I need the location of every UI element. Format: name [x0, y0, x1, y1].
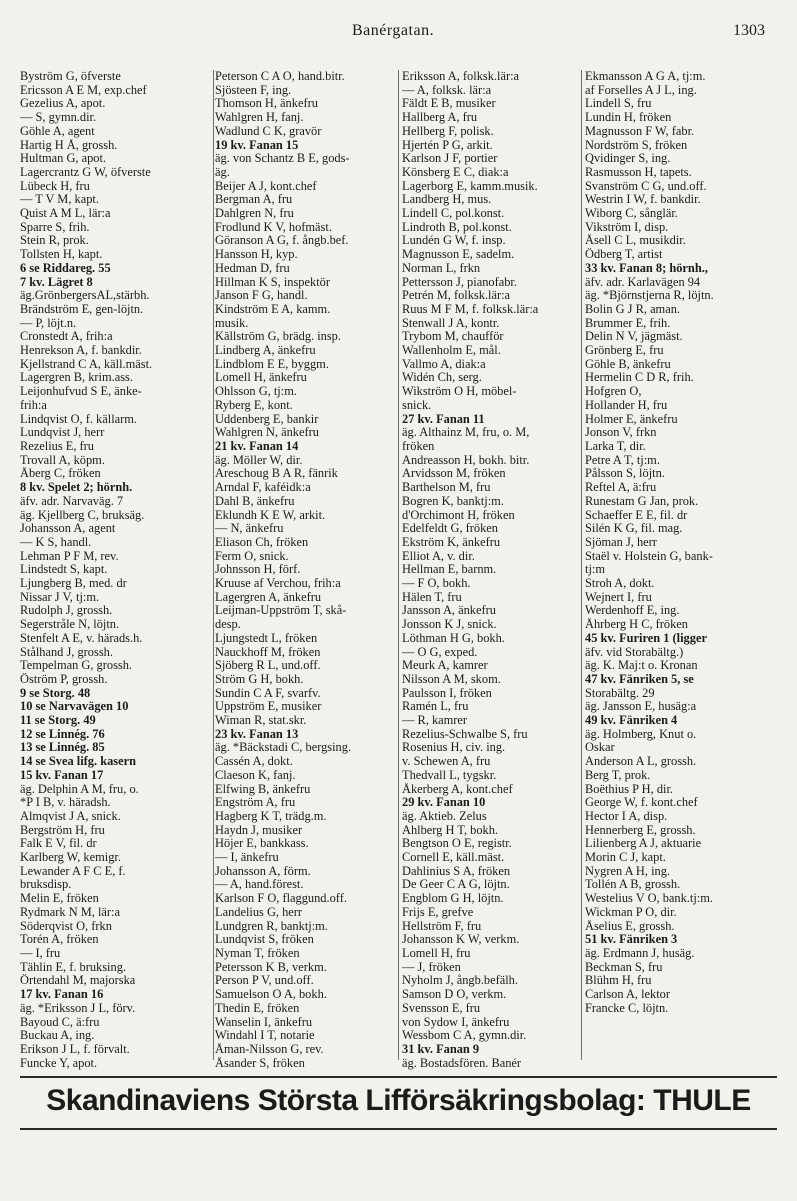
directory-entry: Lindell C, pol.konst. — [402, 207, 505, 221]
directory-entry: Bergman A, fru — [215, 193, 293, 207]
directory-entry: Dahl B, änkefru — [215, 494, 295, 508]
directory-entry: Åsander S, fröken — [215, 1056, 305, 1070]
directory-entry: Rydmark N M, lär:a — [20, 905, 120, 919]
directory-entry: Claeson K, fanj. — [215, 768, 296, 782]
directory-entry: Windahl I T, notarie — [215, 1029, 315, 1043]
directory-entry: Löthman H G, bokh. — [402, 631, 505, 645]
directory-entry: Bengtson O E, registr. — [402, 837, 512, 851]
directory-entry: äg. *Björnstjerna R, löjtn. — [585, 289, 714, 303]
directory-entry: Haydn J, musiker — [215, 823, 303, 837]
directory-entry: Quist A M L, lär:a — [20, 207, 111, 221]
directory-entry: Eliason Ch, fröken — [215, 535, 309, 549]
directory-entry: Höjer E, bankkass. — [215, 837, 309, 851]
directory-entry: Lehman P F M, rev. — [20, 549, 119, 563]
section-heading: 13 se Linnég. 85 — [20, 741, 105, 755]
directory-entry: Beckman S, fru — [585, 960, 663, 974]
directory-entry: Ryberg E, kont. — [215, 398, 293, 412]
directory-entry: musik. — [215, 316, 249, 330]
directory-entry: — F O, bokh. — [402, 577, 471, 591]
directory-entry: Kindström E A, kamm. — [215, 302, 331, 316]
section-heading: 10 se Narvavägen 10 — [20, 700, 129, 714]
directory-entry: Paulsson I, fröken — [402, 686, 492, 700]
directory-entry: Landelius G, herr — [215, 905, 303, 919]
directory-entry: Stein R, prok. — [20, 234, 89, 248]
section-heading: 29 kv. Fanan 10 — [402, 796, 486, 810]
directory-entry: Henrekson A, f. bankdir. — [20, 344, 142, 358]
directory-entry: — J, fröken — [402, 960, 461, 974]
directory-entry: Frijs E, grefve — [402, 905, 474, 919]
directory-entry: Rezelius-Schwalbe S, fru — [402, 727, 528, 741]
directory-entry: Nyman T, fröken — [215, 947, 300, 960]
directory-entry: Lundgren R, banktj:m. — [215, 919, 328, 933]
directory-entry: Bergström H, fru — [20, 823, 105, 837]
directory-entry: Torén A, fröken — [20, 933, 99, 947]
directory-entry: Thedvall L, tygskr. — [402, 768, 497, 782]
section-heading: 14 se Svea lifg. kasern — [20, 755, 136, 769]
directory-entry: Svanström C G, und.off. — [585, 179, 707, 193]
directory-entry: Ekmansson A G A, tj:m. — [585, 70, 706, 83]
directory-entry: Westrin I W, f. bankdir. — [585, 193, 701, 207]
directory-entry: Ödberg T, artist — [585, 248, 663, 262]
directory-entry: Thedin E, fröken — [215, 1001, 300, 1015]
directory-entry: Delin N V, jägmäst. — [585, 330, 683, 344]
directory-entry: Lundin H, fröken — [585, 111, 672, 125]
directory-entry: Bogren K, banktj:m. — [402, 494, 504, 508]
directory-entry: Thomson H, änkefru — [215, 97, 318, 111]
directory-entry: Hedman D, fru — [215, 261, 290, 275]
directory-entry: Runestam G Jan, prok. — [585, 494, 699, 508]
directory-entry: Ruus M F M, f. folksk.lär:a — [402, 302, 539, 316]
directory-entry: Brummer E, frih. — [585, 316, 671, 330]
directory-entry: *P I B, v. häradsh. — [20, 796, 111, 810]
directory-entry: frih:a — [20, 398, 47, 412]
directory-entry: Pålsson S, löjtn. — [585, 467, 665, 481]
directory-entry: Nordström S, fröken — [585, 138, 688, 152]
directory-entry: Norman L, frkn — [402, 261, 481, 275]
section-heading: 51 kv. Fänriken 3 — [585, 933, 678, 947]
section-heading: 49 kv. Fänriken 4 — [585, 714, 678, 728]
page-header — [0, 18, 797, 48]
directory-entry: Stenwall J A, kontr. — [402, 316, 500, 330]
directory-entry: Hagberg K T, trädg.m. — [215, 809, 327, 823]
directory-entry: Hallberg A, fru — [402, 111, 478, 125]
directory-entry: Wahlgren N, änkefru — [215, 426, 319, 440]
directory-entry: äg. Althainz M, fru, o. M, — [402, 426, 530, 440]
directory-entry: Petrén M, folksk.lär:a — [402, 289, 511, 303]
directory-entry: Söderqvist O, frkn — [20, 919, 112, 933]
directory-entry: Meurk A, kamrer — [402, 659, 488, 673]
directory-entry: George W, f. kont.chef — [585, 796, 698, 810]
directory-entry: Almqvist J A, snick. — [20, 809, 121, 823]
directory-entry: Samson D O, verkm. — [402, 988, 507, 1002]
directory-entry: desp. — [215, 618, 241, 632]
directory-entry: Wahlgren H, fanj. — [215, 111, 304, 125]
directory-entry: Magnusson F W, fabr. — [585, 124, 695, 138]
directory-entry: Vallmo A, diak:a — [402, 357, 486, 371]
directory-entry: Dahlgren N, fru — [215, 207, 294, 221]
directory-entry: Person P V, und.off. — [215, 974, 314, 988]
directory-entry: Lomell H, fru — [402, 947, 471, 960]
directory-entry: äfv. adr. Narvaväg. 7 — [20, 494, 124, 508]
directory-entry: Öström P, grossh. — [20, 672, 108, 686]
directory-entry: Leijman-Uppström T, skå- — [215, 604, 347, 618]
directory-entry: Hellberg F, polisk. — [402, 124, 494, 138]
directory-entry: Areschoug B A R, fänrik — [215, 467, 338, 481]
directory-entry: Petersson K B, verkm. — [215, 960, 327, 974]
section-heading: 45 kv. Furiren 1 (ligger — [585, 631, 707, 645]
section-heading: 33 kv. Fanan 8; hörnh., — [585, 261, 708, 275]
directory-entry: Göhle B, änkefru — [585, 357, 671, 371]
directory-entry: Lindberg A, änkefru — [215, 344, 316, 358]
directory-entry: Dahlinius S A, fröken — [402, 864, 511, 878]
directory-entry: Lübeck H, fru — [20, 179, 90, 193]
directory-entry: af Forselles A J L, ing. — [585, 83, 697, 97]
directory-entry: Könsberg E C, diak:a — [402, 165, 509, 179]
directory-entry: äg.GrönbergersAL,stärbh. — [20, 289, 150, 303]
directory-entry: Hartig H Å, grossh. — [20, 138, 118, 152]
directory-entry: Grönberg E, fru — [585, 344, 664, 358]
column-2 — [215, 70, 405, 1070]
directory-entry: Wikström O H, möbel- — [402, 385, 517, 399]
directory-entry: — P, löjt.n. — [20, 316, 77, 330]
directory-entry: äg. Holmberg, Knut o. — [585, 727, 697, 741]
directory-entry: Wickman P O, dir. — [585, 905, 677, 919]
directory-entry: Karlberg W, kemigr. — [20, 851, 121, 865]
directory-entry: Uddenberg E, bankir — [215, 412, 319, 426]
directory-entry: Hjertén P G, arkit. — [402, 138, 493, 152]
directory-entry: Johansson K W, verkm. — [402, 933, 520, 947]
page-number: 1303 — [733, 22, 765, 39]
directory-entry: Janson F G, handl. — [215, 289, 308, 303]
directory-entry: Elliot A, v. dir. — [402, 549, 475, 563]
directory-entry: Lewander A F C E, f. — [20, 864, 126, 878]
directory-entry: — I, fru — [20, 947, 61, 960]
directory-entry: äg. Aktieb. Zelus — [402, 809, 487, 823]
directory-entry: Holmer E, änkefru — [585, 412, 678, 426]
directory-entry: Beijer A J, kont.chef — [215, 179, 317, 193]
directory-entry: äg. *Bäckstadi C, bergsing. — [215, 741, 352, 755]
directory-entry: äg. *Eriksson J L, förv. — [20, 1001, 136, 1015]
directory-entry: Cassén A, dokt. — [215, 755, 293, 769]
directory-entry: Byström G, öfverste — [20, 70, 121, 83]
directory-columns — [20, 70, 780, 1070]
directory-entry: Källström G, brädg. insp. — [215, 330, 341, 344]
directory-entry: Kjellstrand C A, käll.mäst. — [20, 357, 153, 371]
directory-entry: Eklundh K E W, arkit. — [215, 508, 326, 522]
directory-entry: Boëthius P H, dir. — [585, 782, 674, 796]
directory-entry: Wanselin I, änkefru — [215, 1015, 313, 1029]
directory-entry: Reftel A, ä:fru — [585, 481, 657, 495]
directory-entry: Samuelson O A, bokh. — [215, 988, 327, 1002]
directory-entry: Buckau A, ing. — [20, 1029, 95, 1043]
directory-entry: — I, änkefru — [215, 851, 279, 865]
directory-entry: Engström A, fru — [215, 796, 296, 810]
section-heading: 15 kv. Fanan 17 — [20, 768, 104, 782]
directory-entry: Jansson A, änkefru — [402, 604, 496, 618]
directory-entry: Wadlund C K, gravör — [215, 124, 322, 138]
section-heading: 27 kv. Fanan 11 — [402, 412, 485, 426]
directory-entry: Hansson H, kyp. — [215, 248, 298, 262]
directory-entry: Westelius V O, bank.tj:m. — [585, 892, 713, 906]
directory-entry: Landberg H, mus. — [402, 193, 492, 207]
directory-entry: Johansson A, förm. — [215, 864, 311, 878]
directory-entry: Tählin E, f. bruksing. — [20, 960, 126, 974]
directory-entry: Ekström K, änkefru — [402, 535, 501, 549]
directory-entry: Storabältg. 29 — [585, 686, 655, 700]
directory-entry: Åberg C, fröken — [20, 467, 101, 481]
directory-entry: Rezelius E, fru — [20, 439, 94, 453]
directory-entry: Lagercrantz G W, öfverste — [20, 165, 151, 179]
directory-entry: Frodlund K V, hofmäst. — [215, 220, 332, 234]
directory-entry: — A, hand.förest. — [215, 878, 304, 892]
directory-entry: Uppström E, musiker — [215, 700, 322, 714]
directory-entry: bruksdisp. — [20, 878, 72, 892]
directory-entry: Fäldt E B, musiker — [402, 97, 496, 111]
directory-entry: Lindell S, fru — [585, 97, 652, 111]
directory-entry: Sundin C A F, svarfv. — [215, 686, 321, 700]
directory-entry: Stenfelt A E, v. härads.h. — [20, 631, 143, 645]
directory-entry: Tempelman G, grossh. — [20, 659, 133, 673]
directory-entry: Göranson A G, f. ångb.bef. — [215, 234, 349, 248]
directory-entry: Hellman E, barnm. — [402, 563, 497, 577]
directory-entry: Ljungstedt L, fröken — [215, 631, 318, 645]
directory-entry: Lilienberg A J, aktuarie — [585, 837, 702, 851]
directory-entry: — R, kamrer — [402, 714, 468, 728]
directory-entry: Sjösteen F, ing. — [215, 83, 292, 97]
directory-entry: Arvidsson M, fröken — [402, 467, 506, 481]
directory-entry: Nauckhoff M, fröken — [215, 645, 321, 659]
directory-entry: — S, gymn.dir. — [20, 111, 97, 125]
directory-entry: Elfwing B, änkefru — [215, 782, 311, 796]
directory-entry: Åkerberg A, kont.chef — [402, 782, 513, 796]
directory-entry: Lundqvist J, herr — [20, 426, 105, 440]
directory-entry: Oskar — [585, 741, 615, 755]
directory-entry: Petre A T, tj:m. — [585, 453, 660, 467]
directory-entry: De Geer C A G, löjtn. — [402, 878, 510, 892]
directory-entry: Gezelius A, apot. — [20, 97, 106, 111]
section-heading: 8 kv. Spelet 2; hörnh. — [20, 481, 133, 495]
directory-entry: Wessbom C A, gymn.dir. — [402, 1029, 527, 1043]
directory-entry: Lagerborg E, kamm.musik. — [402, 179, 538, 193]
directory-entry: äg. Kjellberg C, bruksäg. — [20, 508, 145, 522]
section-heading: 11 se Storg. 49 — [20, 714, 96, 728]
directory-entry: v. Schewen A, fru — [402, 755, 491, 769]
directory-entry: — K S, handl. — [20, 535, 92, 549]
directory-entry: äfv. adr. Karlavägen 94 — [585, 275, 701, 289]
directory-entry: Tollsten H, kapt. — [20, 248, 103, 262]
directory-entry: Segerstråle N, löjtn. — [20, 618, 120, 632]
directory-entry: Nissar J V, tj:m. — [20, 590, 100, 604]
directory-entry: Ström G H, bokh. — [215, 672, 304, 686]
directory-entry: Ahlberg H T, bokh. — [402, 823, 499, 837]
directory-entry: Stålhand J, grossh. — [20, 645, 113, 659]
directory-entry: Lindblom E E, byggm. — [215, 357, 329, 371]
directory-entry: d'Orchimont H, fröken — [402, 508, 515, 522]
directory-entry: Wiborg C, sånglär. — [585, 207, 678, 221]
directory-entry: Hermelin C D R, frih. — [585, 371, 694, 385]
directory-entry: Qvidinger S, ing. — [585, 152, 671, 166]
directory-entry: Lindstedt S, kapt. — [20, 563, 108, 577]
directory-entry: — O G, exped. — [402, 645, 478, 659]
directory-entry: Staël v. Holstein G, bank- — [585, 549, 713, 563]
directory-entry: Lagergren B, krim.ass. — [20, 371, 133, 385]
directory-entry: Rosenius H, civ. ing. — [402, 741, 506, 755]
directory-entry: Hofgren O, — [585, 385, 642, 399]
directory-entry: Vikström I, disp. — [585, 220, 669, 234]
directory-entry: Anderson A L, grossh. — [585, 755, 697, 769]
directory-entry: Schaeffer E E, fil. dr — [585, 508, 688, 522]
directory-entry: Örtendahl M, majorska — [20, 974, 136, 988]
street-heading: Banérgatan. — [352, 22, 435, 39]
footer-rule-bottom — [20, 1128, 777, 1130]
section-heading: 19 kv. Fanan 15 — [215, 138, 299, 152]
directory-entry: snick. — [402, 398, 432, 412]
section-heading: 6 se Riddareg. 55 — [20, 261, 111, 275]
directory-entry: Åman-Nilsson G, rev. — [215, 1042, 324, 1056]
section-heading: 47 kv. Fänriken 5, se — [585, 672, 694, 686]
directory-entry: Melin E, fröken — [20, 892, 99, 906]
section-heading: 21 kv. Fanan 14 — [215, 439, 299, 453]
directory-entry: Svensson E, fru — [402, 1001, 481, 1015]
directory-entry: Peterson C A O, hand.bitr. — [215, 70, 345, 83]
section-heading: 9 se Storg. 48 — [20, 686, 91, 700]
directory-entry: Bolin G J R, aman. — [585, 302, 680, 316]
directory-entry: Lindroth B, pol.konst. — [402, 220, 512, 234]
directory-entry: Hillman K S, inspektör — [215, 275, 330, 289]
directory-entry: Nygren A H, ing. — [585, 864, 671, 878]
directory-entry: Jonson V, frkn — [585, 426, 657, 440]
directory-entry: Jonsson K J, snick. — [402, 618, 497, 632]
directory-entry: äg. Jansson E, husäg:a — [585, 700, 697, 714]
directory-entry: Hector I A, disp. — [585, 809, 668, 823]
section-heading: 31 kv. Fanan 9 — [402, 1042, 480, 1056]
directory-entry: Lindqvist O, f. källarm. — [20, 412, 138, 426]
directory-entry: Pettersson J, pianofabr. — [402, 275, 517, 289]
directory-entry: tj:m — [585, 563, 605, 577]
directory-entry: äg. von Schantz B E, gods- — [215, 152, 350, 166]
directory-entry: Magnusson E, sadelm. — [402, 248, 515, 262]
directory-entry: Silén K G, fil. mag. — [585, 522, 683, 536]
directory-entry: Cornell E, käll.mäst. — [402, 851, 505, 865]
directory-entry: Wejnert I, fru — [585, 590, 652, 604]
directory-entry: äfv. vid Storabältg.) — [585, 645, 684, 659]
column-1 — [20, 70, 210, 1070]
directory-entry: äg. — [215, 165, 230, 179]
directory-entry: Brändström E, gen-löjtn. — [20, 302, 144, 316]
directory-entry: Ericsson A E M, exp.chef — [20, 83, 147, 97]
directory-entry: Ferm O, snick. — [215, 549, 289, 563]
directory-entry: Blühm H, fru — [585, 974, 652, 988]
directory-entry: Karlson F O, flaggund.off. — [215, 892, 347, 906]
directory-entry: Rudolph J, grossh. — [20, 604, 113, 618]
directory-entry: Arndal F, kaféidk:a — [215, 481, 311, 495]
directory-entry: Berg T, prok. — [585, 768, 651, 782]
directory-entry: Nilsson A M, skom. — [402, 672, 501, 686]
directory-entry: Åsell C L, musikdir. — [585, 234, 686, 248]
directory-entry: Francke C, löjtn. — [585, 1001, 669, 1015]
directory-entry: Hälen T, fru — [402, 590, 462, 604]
directory-entry: Hollander H, fru — [585, 398, 668, 412]
directory-entry: — N, änkefru — [215, 522, 284, 536]
directory-entry: äg. Erdmann J, husäg. — [585, 947, 695, 960]
directory-entry: Widén Ch, serg. — [402, 371, 482, 385]
directory-entry: Nyholm J, ångb.befälh. — [402, 974, 518, 988]
directory-entry: Bayoud C, ä:fru — [20, 1015, 100, 1029]
directory-entry: Trybom M, chaufför — [402, 330, 504, 344]
directory-entry: Morin C J, kapt. — [585, 851, 666, 865]
directory-entry: Sjöman J, herr — [585, 535, 657, 549]
directory-entry: Leijonhufvud S E, änke- — [20, 385, 142, 399]
directory-entry: Funcke Y, apot. — [20, 1056, 98, 1070]
directory-entry: Johansson A, agent — [20, 522, 116, 536]
advertisement-banner: Skandinaviens Största Lifförsäkringsbolag: THULE — [46, 1084, 751, 1117]
section-heading: 23 kv. Fanan 13 — [215, 727, 299, 741]
directory-entry: Kruuse af Verchou, frih:a — [215, 577, 341, 591]
directory-entry: von Sydow I, änkefru — [402, 1015, 510, 1029]
directory-entry: Engblom G H, löjtn. — [402, 892, 504, 906]
directory-entry: Andreasson H, bokh. bitr. — [402, 453, 530, 467]
directory-entry: Barthelson M, fru — [402, 481, 491, 495]
section-heading: 7 kv. Lägret 8 — [20, 275, 93, 289]
section-heading: 17 kv. Fanan 16 — [20, 988, 104, 1002]
directory-entry: Falk E V, fil. dr — [20, 837, 97, 851]
column-3 — [402, 70, 592, 1070]
directory-entry: äg. Bostadsfören. Banér — [402, 1056, 522, 1070]
directory-entry: Werdenhoff E, ing. — [585, 604, 680, 618]
directory-entry: Johnsson H, förf. — [215, 563, 301, 577]
directory-entry: Sjöberg R L, und.off. — [215, 659, 321, 673]
directory-entry: — A, folksk. lär:a — [402, 83, 492, 97]
section-heading: 12 se Linnég. 76 — [20, 727, 105, 741]
directory-entry: Hellström F, fru — [402, 919, 482, 933]
directory-entry: Edelfeldt G, fröken — [402, 522, 498, 536]
directory-entry: Carlson A, lektor — [585, 988, 671, 1002]
directory-entry: äg. Möller W, dir. — [215, 453, 303, 467]
directory-entry: Lundqvist S, fröken — [215, 933, 314, 947]
directory-entry: Stroh A, dokt. — [585, 577, 655, 591]
directory-entry: Ohlsson G, tj:m. — [215, 385, 297, 399]
directory-entry: Wiman R, stat.skr. — [215, 714, 307, 728]
directory-entry: äg. K. Maj:t o. Kronan — [585, 659, 698, 673]
directory-entry: Ljungberg B, med. dr — [20, 577, 127, 591]
directory-entry: Eriksson A, folksk.lär:a — [402, 70, 520, 83]
directory-entry: Lagergren A, änkefru — [215, 590, 322, 604]
directory-entry: äg. Delphin A M, fru, o. — [20, 782, 139, 796]
directory-entry: fröken — [402, 439, 435, 453]
directory-entry: Åselius E, grossh. — [585, 919, 675, 933]
directory-entry: Lomell H, änkefru — [215, 371, 307, 385]
directory-entry: — T V M, kapt. — [20, 193, 99, 207]
directory-entry: Cronstedt A, frih:a — [20, 330, 113, 344]
directory-entry: Tollén A B, grossh. — [585, 878, 681, 892]
directory-entry: Hultman G, apot. — [20, 152, 107, 166]
directory-entry: Erikson J L, f. förvalt. — [20, 1042, 130, 1056]
directory-entry: Wallenholm E, mål. — [402, 344, 501, 358]
directory-entry: Trovall A, köpm. — [20, 453, 105, 467]
column-4 — [585, 70, 780, 1070]
directory-entry: Åhrberg H C, fröken — [585, 618, 689, 632]
directory-entry: Ramén L, fru — [402, 700, 469, 714]
directory-entry: Göhle A, agent — [20, 124, 95, 138]
footer-rule-top — [20, 1076, 777, 1078]
directory-entry: Lundén G W, f. insp. — [402, 234, 506, 248]
directory-entry: Hennerberg E, grossh. — [585, 823, 696, 837]
directory-entry: Larka T, dir. — [585, 439, 646, 453]
directory-entry: Rasmusson H, tapets. — [585, 165, 692, 179]
directory-entry: Sparre S, frih. — [20, 220, 90, 234]
directory-entry: Karlson J F, portier — [402, 152, 498, 166]
